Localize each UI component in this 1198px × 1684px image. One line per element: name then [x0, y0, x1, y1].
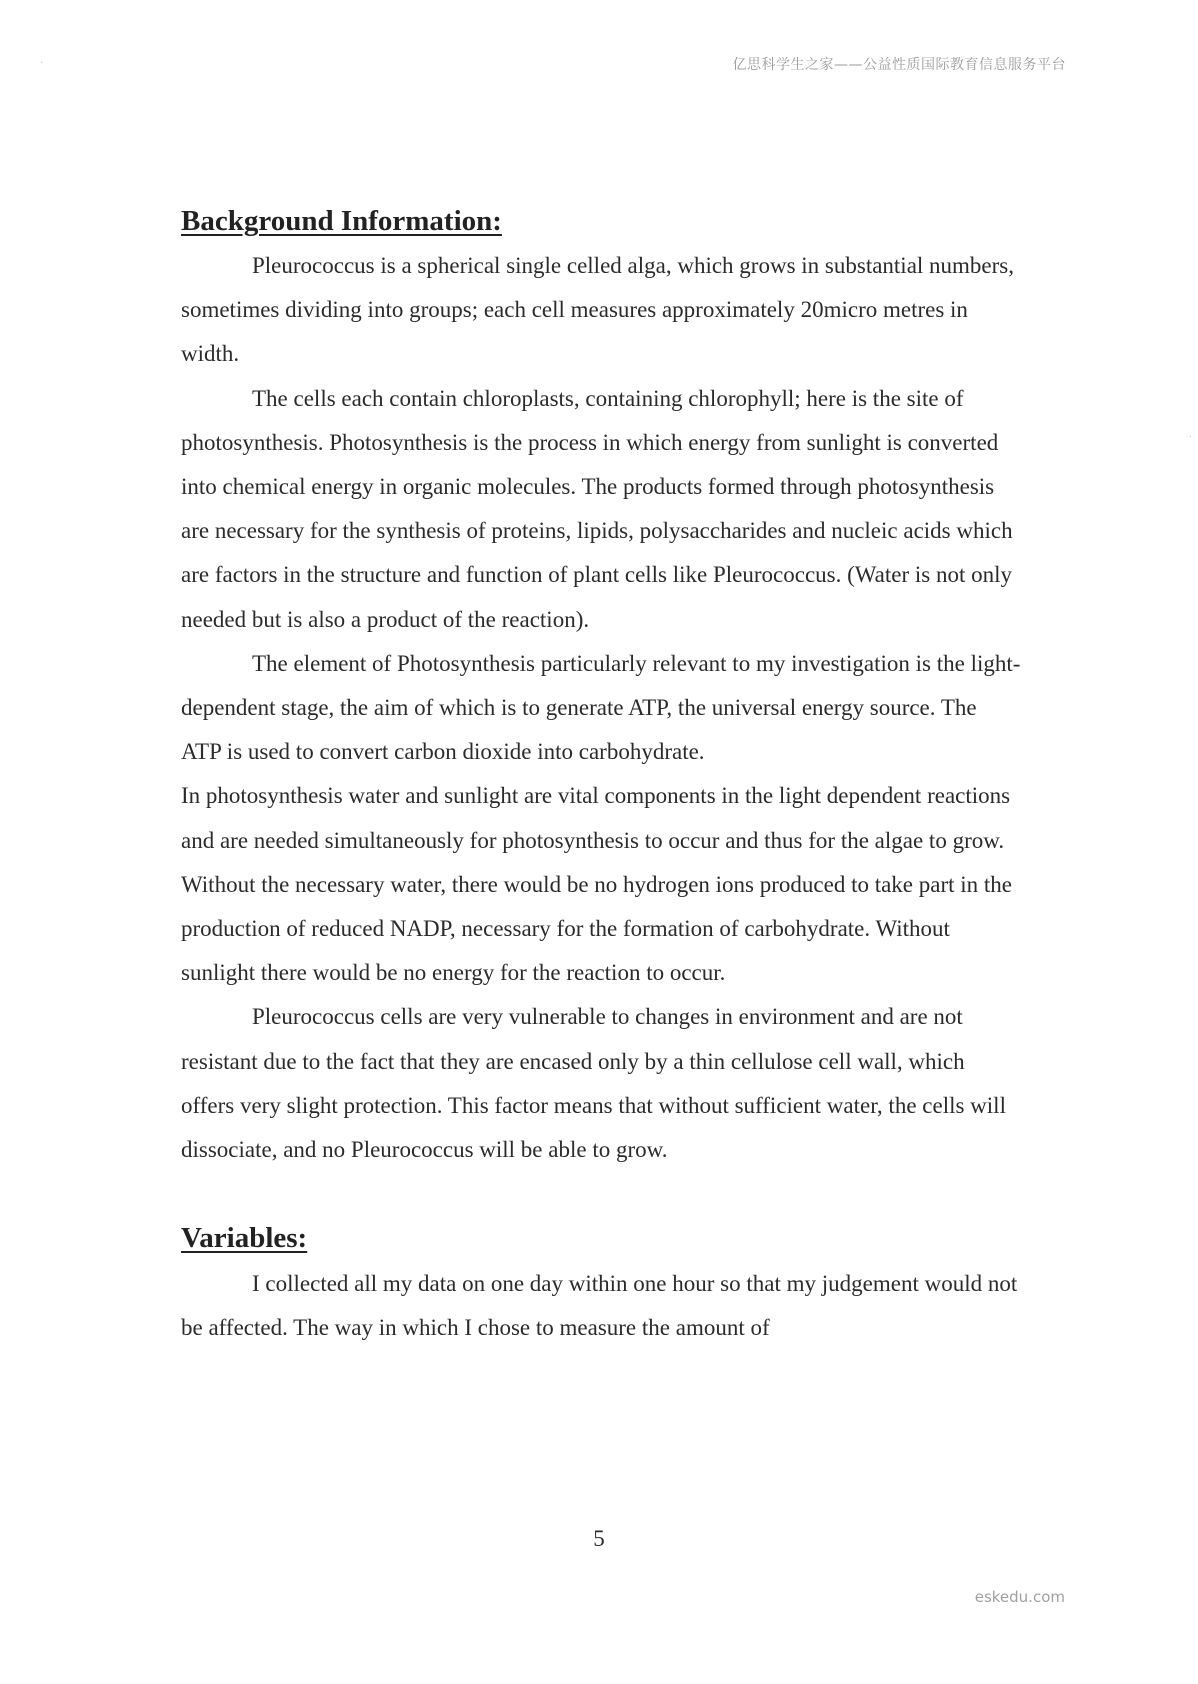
scan-mark: · — [40, 58, 44, 69]
section-heading-variables: Variables: — [181, 1222, 308, 1255]
paragraph: Pleurococcus is a spherical single celled alga, which grows in substantial numbers, sometimes dividing into groups; each cell measures approximately 20micro metres in width. — [181, 253, 1014, 367]
paragraph: The cells each contain chloroplasts, containing chlorophyll; here is the site of photosynthesis. Photosynthesis is the process in which energy from sunlight is converted into chemical energy in organic molecules. The products formed through photosynthesis are necessary for the synthesis of proteins, lipids, polysaccharides and nucleic acids which are factors in the structure and function of plant cells like Pleurococcus. (Water is not only needed but is also a product of the reaction). — [181, 385, 1013, 632]
section-heading-background: Background Information: — [181, 205, 502, 237]
paragraph: The element of Photosynthesis particularly relevant to my investigation is the light-dependent stage, the aim of which is to generate ATP, the universal energy source. The ATP is used to convert carbon dioxide into carbohydrate. — [181, 650, 1021, 765]
paragraph: I collected all my data on one day within one hour so that my judgement would not be affected. The way in which I chose to measure the amount of — [181, 1271, 1018, 1341]
header-watermark: 亿思科学生之家——公益性质国际教育信息服务平台 — [732, 57, 1066, 73]
footer-site-watermark: eskedu.com — [974, 1588, 1065, 1606]
scan-mark: · — [1188, 432, 1192, 443]
paragraph: In photosynthesis water and sunlight are vital components in the light dependent reactions and are needed simultaneously for photosynthesis to occur and thus for the algae to grow. Without the necessary water, there would be no hydrogen ions produced to take part in the production of reduced NADP, necessary for the formation of carbohydrate. Without sunlight there would be no energy for the reaction to occur. — [181, 783, 1013, 986]
paragraph: Pleurococcus cells are very vulnerable to changes in environment and are not resistant due to the fact that they are encased only by a thin cellulose cell wall, which offers very slight protection. This factor means that without sufficient water, the cells will dissociate, and no Pleurococcus will be able to grow. — [181, 1004, 1006, 1163]
page-number: 5 — [593, 1526, 605, 1551]
document-body — [181, 200, 1021, 1351]
